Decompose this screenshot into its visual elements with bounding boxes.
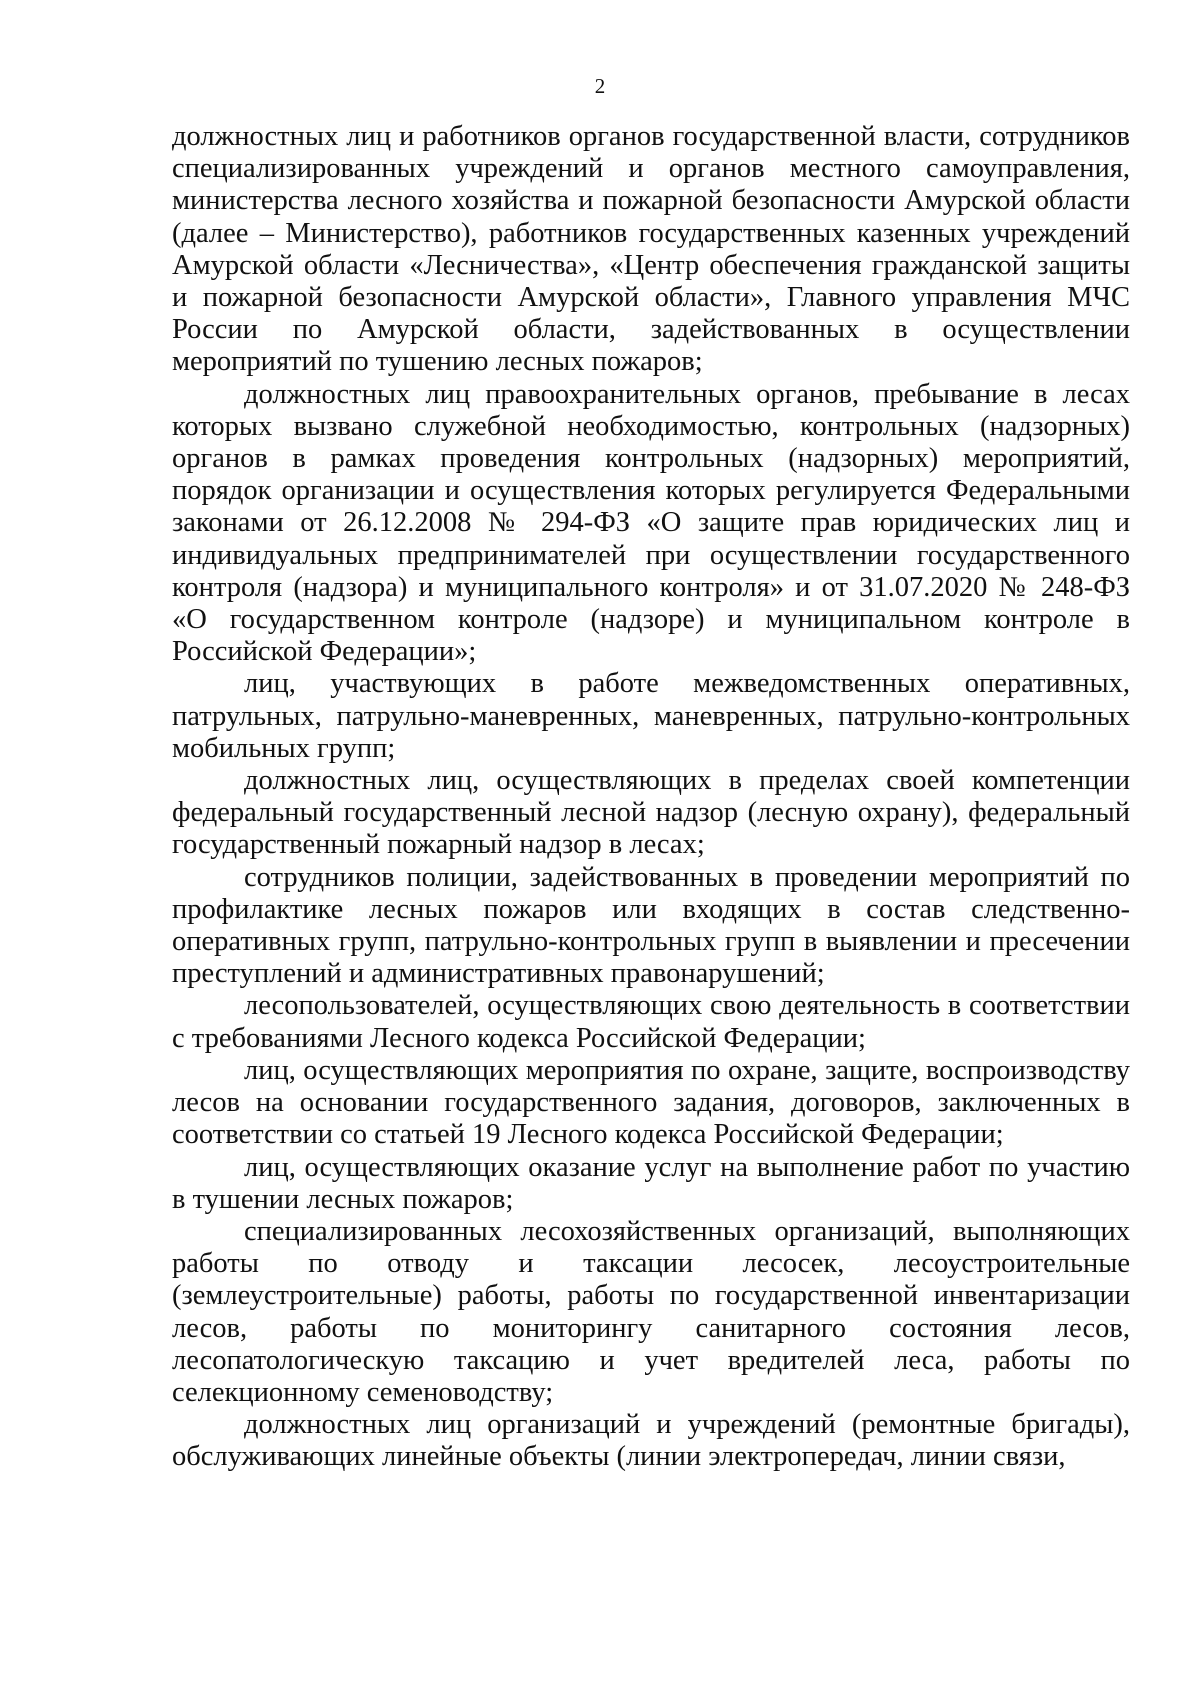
- document-body: [172, 121, 1130, 1474]
- paragraph-officials-state-bodies: должностных лиц и работников органов государственной власти, сотрудников специализированных учреждений и органов местного самоуправления, министерства лесного хозяйства и пожарной безопасности Амурской области (далее – Министерство), работников государственных казенных учреждений Амурской области «Лесничества», «Центр обеспечения гражданской защиты и пожарной безопасности Амурской области», Главного управления МЧС России по Амурской области, задействованных в осуществлении мероприятий по тушению лесных пожаров;: [172, 121, 1130, 378]
- paragraph-forestry-organizations: специализированных лесохозяйственных организаций, выполняющих работы по отводу и таксации лесосек, лесоустроительные (землеустроительные) работы, работы по государственной инвентаризации лесов, работы по мониторингу санитарного состояния лесов, лесопатологическую таксацию и учет вредителей леса, работы по селекционному семеноводству;: [172, 1215, 1130, 1408]
- paragraph-forest-protection: лиц, осуществляющих мероприятия по охране, защите, воспроизводству лесов на основании государственного задания, договоров, заключенных в соответствии со статьей 19 Лесного кодекса Российской Федерации;: [172, 1054, 1130, 1151]
- paragraph-law-enforcement-officials: должностных лиц правоохранительных органов, пребывание в лесах которых вызвано служебной необходимостью, контрольных (надзорных) органов в рамках проведения контрольных (надзорных) мероприятий, порядок организации и осуществления которых регулируется Федеральными законами от 26.12.2008 № 294-ФЗ «О защите прав юридических лиц и индивидуальных предпринимателей при осуществлении государственного контроля (надзора) и муниципального контроля» и от 31.07.2020 № 248-ФЗ «О государственном контроле (надзоре) и муниципальном контроле в Российской Федерации»;: [172, 378, 1130, 668]
- page-number: 2: [594, 74, 606, 98]
- paragraph-police-officers: сотрудников полиции, задействованных в проведении мероприятий по профилактике лесных пожаров или входящих в состав следственно-оперативных групп, патрульно-контрольных групп в выявлении и пресечении преступлений и административных правонарушений;: [172, 861, 1130, 990]
- paragraph-mobile-groups: лиц, участвующих в работе межведомственных оперативных, патрульных, патрульно-маневренных, маневренных, патрульно-контрольных мобильных групп;: [172, 668, 1130, 764]
- paragraph-forest-supervision: должностных лиц, осуществляющих в пределах своей компетенции федеральный государственный лесной надзор (лесную охрану), федеральный государственный пожарный надзор в лесах;: [172, 765, 1130, 861]
- paragraph-firefighting-services: лиц, осуществляющих оказание услуг на выполнение работ по участию в тушении лесных пожаров;: [172, 1151, 1130, 1215]
- paragraph-linear-objects: должностных лиц организаций и учреждений (ремонтные бригады), обслуживающих линейные объекты (линии электропередач, линии связи,: [172, 1409, 1130, 1473]
- paragraph-forest-users: лесопользователей, осуществляющих свою деятельность в соответствии с требованиями Лесного кодекса Российской Федерации;: [172, 990, 1130, 1054]
